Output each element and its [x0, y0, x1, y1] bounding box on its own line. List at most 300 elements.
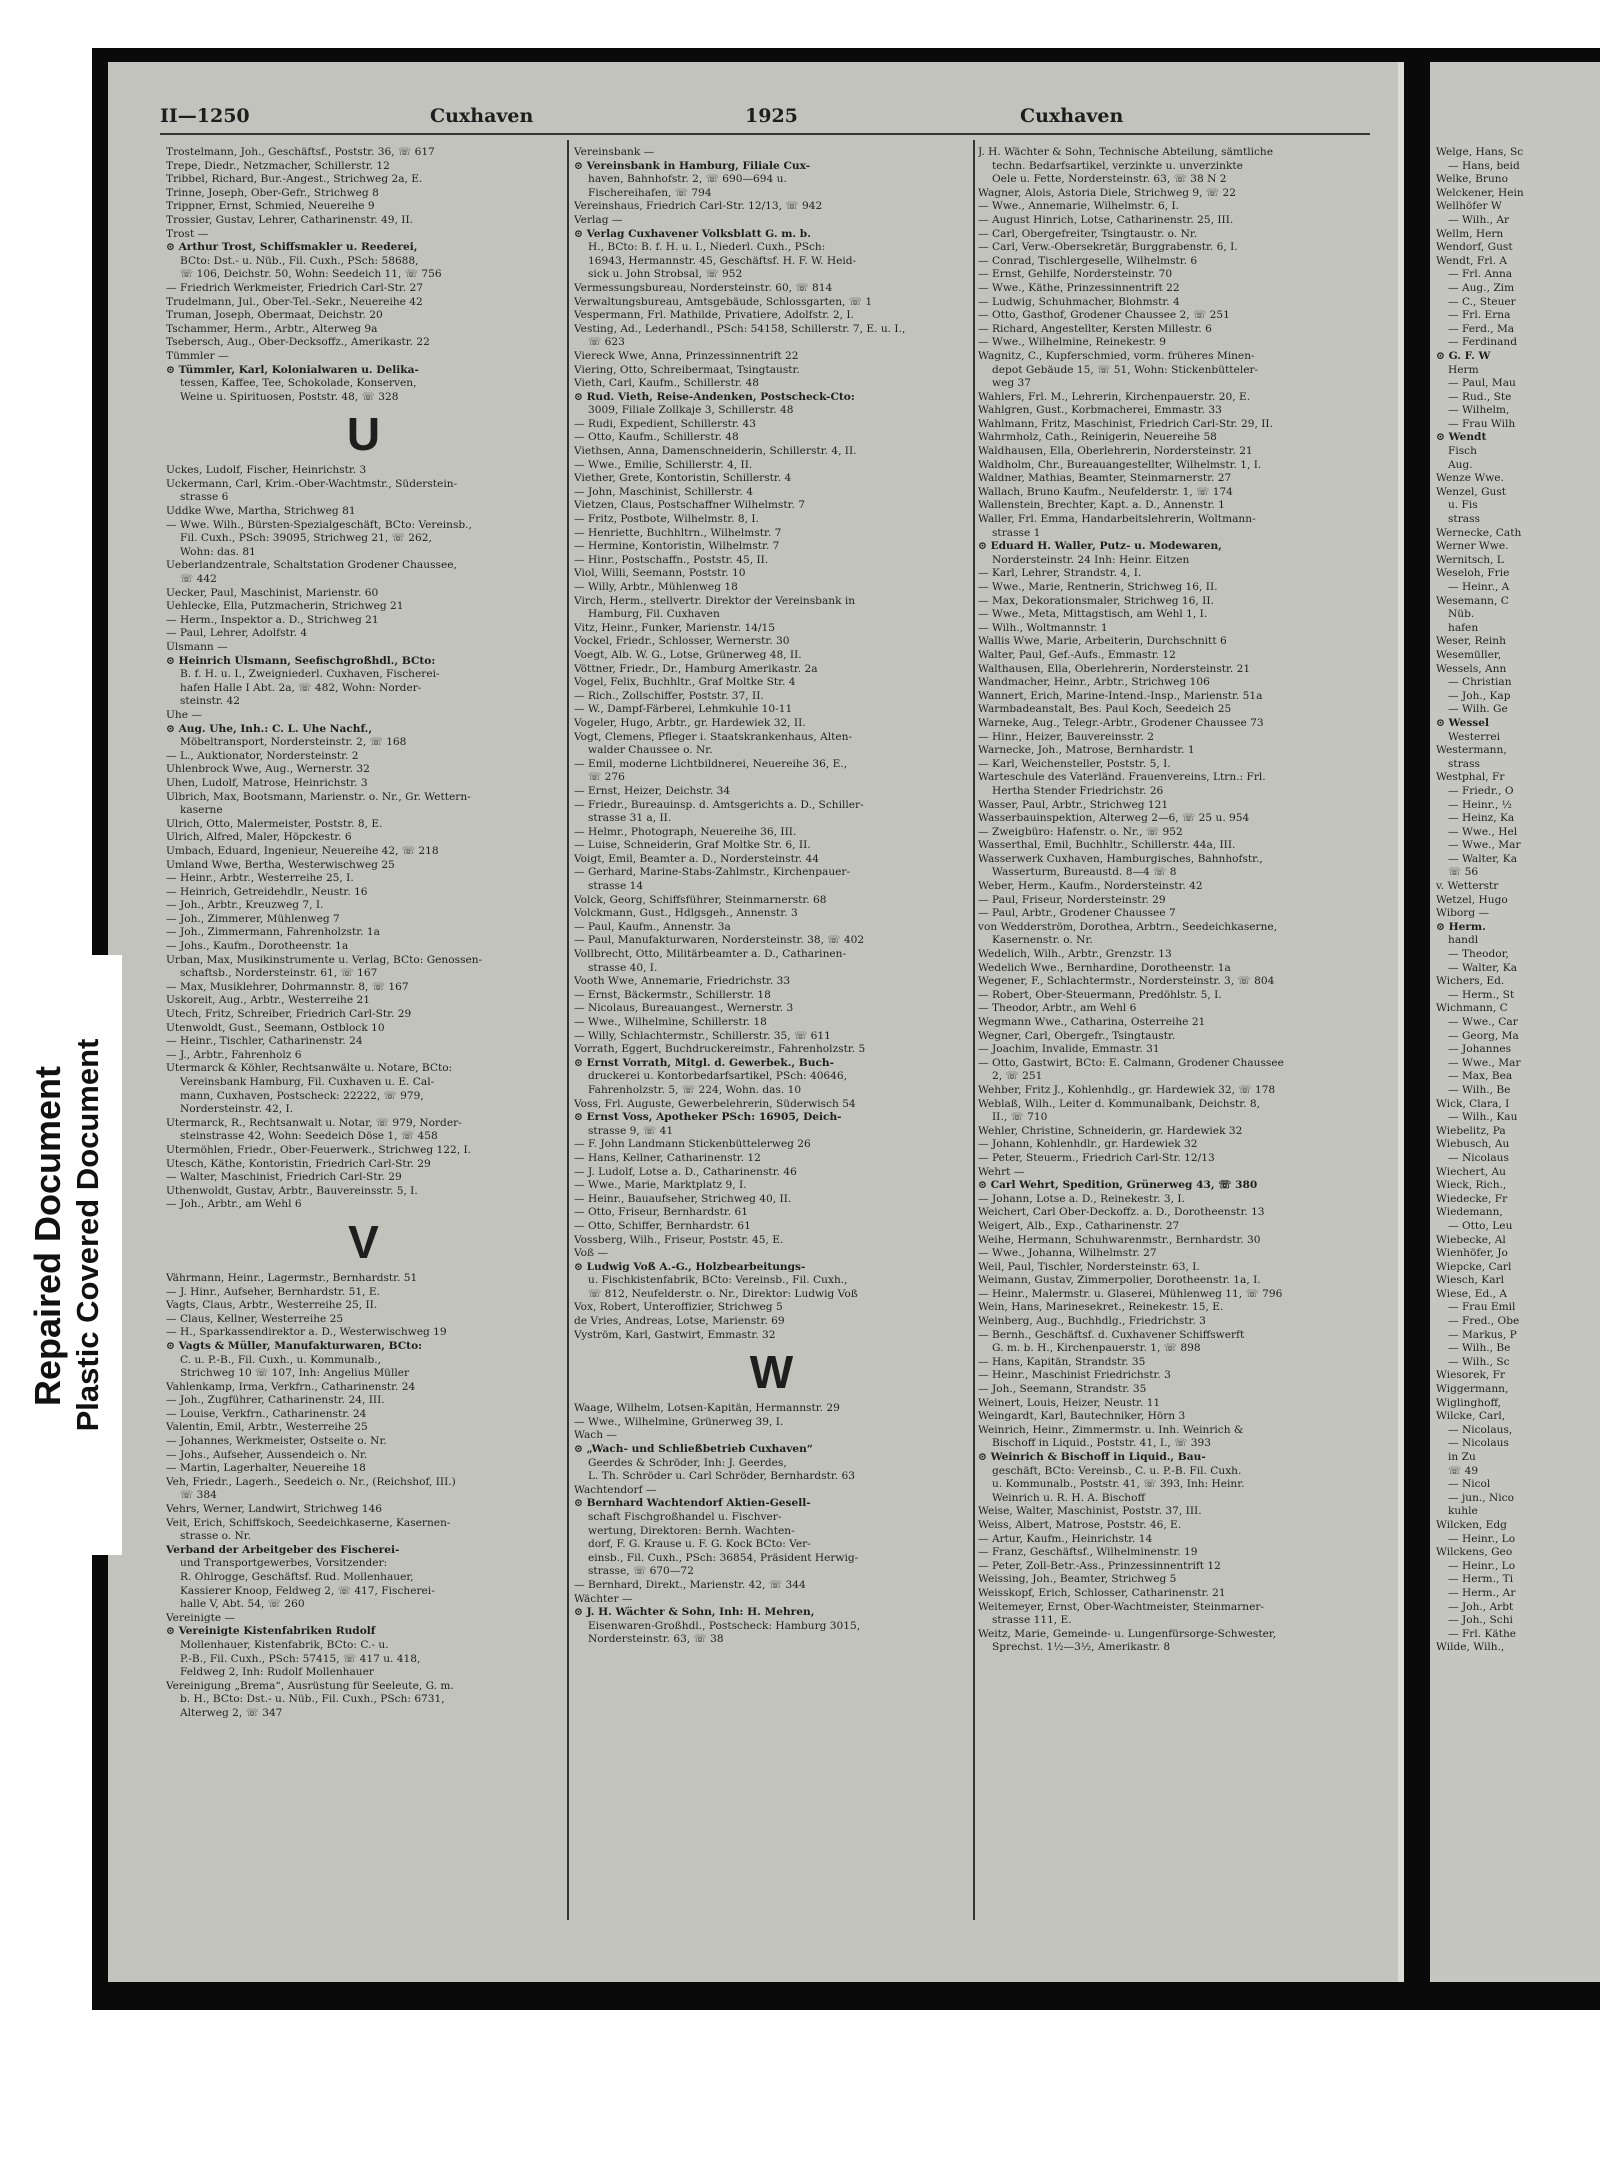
entry-continuation: Wasserturm, Bureaustd. 8—4 ☏ 8 [992, 866, 1177, 879]
directory-entry: — Heinr., Malermstr. u. Glaserei, Mühlenweg 11, ☏ 796 [978, 1287, 1283, 1300]
entry-continuation: — Nicolaus [1448, 1151, 1509, 1164]
directory-entry: Umbach, Eduard, Ingenieur, Neuereihe 42, ☏ 218 [166, 844, 439, 857]
directory-entry: Vogt, Clemens, Pfleger i. Staatskrankenhaus, Alten- [574, 730, 853, 743]
entry-continuation: — Wwe., Mar [1448, 839, 1521, 852]
entry-continuation: — Christian [1448, 676, 1512, 689]
directory-entry: Waldner, Mathias, Beamter, Steinmarnerstr. 27 [978, 472, 1232, 485]
column-2 [574, 146, 969, 1647]
directory-entry: Wienhöfer, Jo [1436, 1247, 1508, 1260]
directory-entry: — Ernst, Gehilfe, Nordersteinstr. 70 [978, 268, 1173, 281]
entry-continuation: — Heinr., ½ [1448, 798, 1512, 811]
entry-continuation: Nordersteinstr. 42, I. [180, 1103, 294, 1116]
directory-entry: — Otto, Gasthof, Grodener Chaussee 2, ☏ 251 [978, 309, 1230, 322]
directory-entry: Wehrt — [978, 1165, 1025, 1178]
entry-continuation: — Georg, Ma [1448, 1029, 1519, 1042]
directory-entry: Wetzel, Hugo [1436, 893, 1508, 906]
directory-entry: — Carl, Verw.-Obersekretär, Burggrabenstr. 6, I. [978, 241, 1238, 254]
directory-entry: Utenwoldt, Gust., Seemann, Ostblock 10 [166, 1021, 385, 1034]
directory-entry: ⊙ Carl Wehrt, Spedition, Grünerweg 43, ☏ 380 [978, 1179, 1258, 1192]
directory-entry: Warteschule des Vaterländ. Frauenvereins, Ltrn.: Frl. [978, 771, 1266, 784]
entry-continuation: Westerrei [1448, 730, 1501, 743]
directory-entry: Wiepcke, Carl [1436, 1260, 1512, 1273]
entry-continuation: u. Fischkistenfabrik, BCto: Vereinsb., Fil. Cuxh., [588, 1274, 848, 1287]
directory-entry: Trepe, Diedr., Netzmacher, Schillerstr. 12 [166, 159, 390, 172]
entry-continuation: steinstrasse 42, Wohn: Seedeich Döse 1, ☏ 458 [180, 1130, 438, 1143]
directory-entry: de Vries, Andreas, Lotse, Marienstr. 69 [574, 1315, 785, 1328]
entry-continuation: Oele u. Fette, Nordersteinstr. 63, ☏ 38 N 2 [992, 173, 1227, 186]
directory-entry: Weitemeyer, Ernst, Ober-Wachtmeister, Steinmarner- [978, 1600, 1265, 1613]
entry-continuation: dorf, F. G. Krause u. F. G. Kock BCto: Ver- [588, 1538, 811, 1551]
directory-entry: Weblaß, Wilh., Leiter d. Kommunalbank, Deichstr. 8, [978, 1097, 1261, 1110]
directory-entry: — Paul, Friseur, Nordersteinstr. 29 [978, 893, 1166, 906]
directory-entry: Welke, Bruno [1436, 173, 1508, 186]
directory-entry: — Otto, Schiffer, Bernhardstr. 61 [574, 1219, 751, 1232]
entry-continuation: — Frl. Erna [1448, 309, 1511, 322]
directory-entry: Weinert, Louis, Heizer, Neustr. 11 [978, 1396, 1161, 1409]
directory-entry: Utermöhlen, Friedr., Ober-Feuerwerk., Strichweg 122, I. [166, 1143, 472, 1156]
directory-entry: Wahrmholz, Cath., Reinigerin, Neuereihe 58 [978, 431, 1217, 444]
entry-continuation: b. H., BCto: Dst.- u. Nüb., Fil. Cuxh., PSch: 6731, [180, 1693, 445, 1706]
directory-entry: ⊙ „Wach- und Schließbetrieb Cuxhaven“ [574, 1443, 813, 1456]
directory-entry: — Paul, Arbtr., Grodener Chaussee 7 [978, 907, 1176, 920]
entry-continuation: — Heinr., A [1448, 581, 1510, 593]
directory-entry: — Heinr., Arbtr., Westerreihe 25, I. [166, 872, 354, 885]
entry-continuation: steinstr. 42 [180, 695, 240, 708]
directory-entry: — Hinr., Postschaffn., Poststr. 45, II. [574, 553, 769, 566]
directory-entry: — Emil, moderne Lichtbildnerei, Neuereihe 36, E., [574, 757, 848, 770]
entry-continuation: — Ferd., Ma [1448, 322, 1515, 335]
directory-entry: — Peter, Zoll-Betr.-Ass., Prinzessinnentrift 12 [978, 1559, 1221, 1572]
column-divider [567, 140, 569, 1920]
entry-continuation: — Frl. Anna [1448, 268, 1513, 281]
directory-entry: ⊙ J. H. Wächter & Sohn, Inh: H. Mehren, [574, 1606, 815, 1619]
directory-entry: ⊙ Bernhard Wachtendorf Aktien-Gesell- [574, 1497, 811, 1510]
directory-entry: — Willy, Schlachtermstr., Schillerstr. 35, ☏ 611 [574, 1029, 831, 1042]
entry-continuation: — Markus, P [1448, 1328, 1517, 1341]
entry-continuation: — jun., Nico [1448, 1491, 1514, 1504]
directory-entry: ⊙ Vereinsbank in Hamburg, Filiale Cux- [574, 159, 811, 172]
directory-entry: — Ludwig, Schuhmacher, Blohmstr. 4 [978, 295, 1180, 308]
directory-entry: — Johs., Kaufm., Dorotheenstr. 1a [166, 940, 349, 953]
directory-entry: — Hinr., Heizer, Bauvereinsstr. 2 [978, 730, 1155, 743]
directory-entry: Uckermann, Carl, Krim.-Ober-Wachtmstr., Süderstein- [166, 477, 458, 490]
directory-entry: — Heinr., Bauaufseher, Strichweg 40, II. [574, 1192, 792, 1205]
directory-entry: Weiss, Albert, Matrose, Poststr. 46, E. [978, 1518, 1182, 1531]
entry-continuation: Nüb. [1448, 608, 1475, 621]
directory-entry: Wiebelitz, Pa [1436, 1124, 1506, 1137]
directory-entry: Wilde, Wilh., [1436, 1641, 1505, 1654]
directory-entry: — Joh., Zimmermann, Fahrenholzstr. 1a [166, 926, 380, 939]
directory-entry: Wegner, Carl, Obergefr., Tsingtaustr. [978, 1029, 1176, 1042]
directory-entry: — Walter, Maschinist, Friedrich Carl-Str. 29 [166, 1171, 402, 1184]
directory-entry: — Wwe., Wilhelmine, Reinekestr. 9 [978, 336, 1166, 349]
directory-entry: ⊙ G. F. W [1436, 349, 1491, 362]
directory-entry: — Fritz, Postbote, Wilhelmstr. 8, I. [574, 513, 759, 526]
directory-entry: Wernecke, Cath [1436, 526, 1522, 539]
entry-continuation: — Herm., Ar [1448, 1586, 1516, 1599]
entry-continuation: handl [1448, 934, 1479, 947]
entry-continuation: haven, Bahnhofstr. 2, ☏ 690—694 u. [588, 173, 787, 186]
directory-entry: — Conrad, Tischlergeselle, Wilhelmstr. 6 [978, 254, 1198, 267]
directory-entry: Veit, Erich, Schiffskoch, Seedeichkaserne, Kasernen- [166, 1516, 451, 1529]
directory-entry: Wilcken, Edg [1436, 1518, 1507, 1531]
directory-entry: Virch, Herm., stellvertr. Direktor der Vereinsbank in [574, 594, 856, 607]
directory-entry: Wasserbauinspektion, Alterweg 2—6, ☏ 25 u. 954 [978, 812, 1250, 825]
directory-entry: — Rudi, Expedient, Schillerstr. 43 [574, 417, 756, 430]
directory-entry: — Nicolaus, Bureauangest., Wernerstr. 3 [574, 1002, 794, 1015]
directory-entry: Vorrath, Eggert, Buchdruckereimstr., Fahrenholzstr. 5 [574, 1043, 866, 1056]
entry-continuation: Hamburg, Fil. Cuxhaven [588, 608, 720, 621]
header-place-left: Cuxhaven [430, 105, 534, 127]
directory-entry: Westphal, Fr [1436, 771, 1505, 784]
entry-continuation: Fahrenholzstr. 5, ☏ 224, Wohn. das. 10 [588, 1083, 802, 1096]
directory-entry: Warnecke, Joh., Matrose, Bernhardstr. 1 [978, 744, 1195, 757]
directory-entry: Weseloh, Frie [1436, 567, 1510, 580]
entry-continuation: — Hans, beid [1448, 159, 1520, 172]
entry-continuation: weg 37 [992, 377, 1031, 390]
entry-continuation: Fil. Cuxh., PSch: 39095, Strichweg 21, ☏ 262, [180, 532, 432, 545]
directory-entry: — Louise, Verkfrn., Catharinenstr. 24 [166, 1407, 367, 1420]
directory-entry: Vahlenkamp, Irma, Verkfrn., Catharinenstr. 24 [166, 1380, 416, 1393]
directory-entry: Vieth, Carl, Kaufm., Schillerstr. 48 [574, 377, 759, 390]
entry-continuation: — Max, Bea [1448, 1070, 1513, 1083]
entry-continuation: ☏ 623 [588, 336, 625, 349]
entry-continuation: ☏ 106, Deichstr. 50, Wohn: Seedeich 11, ☏ 756 [180, 268, 442, 281]
entry-continuation: G. m. b. H., Kirchenpauerstr. 1, ☏ 898 [992, 1342, 1201, 1355]
directory-entry: Uskoreit, Aug., Arbtr., Westerreihe 21 [166, 994, 370, 1007]
entry-continuation: Herm [1448, 363, 1479, 376]
directory-entry: — Robert, Ober-Steuermann, Predöhlstr. 5, I. [978, 988, 1222, 1001]
entry-continuation: kuhle [1448, 1505, 1478, 1518]
entry-continuation: Nordersteinstr. 63, ☏ 38 [588, 1633, 724, 1646]
directory-entry: Wiesch, Karl [1436, 1274, 1504, 1287]
directory-entry: — Friedrich Werkmeister, Friedrich Carl-Str. 27 [166, 281, 423, 294]
directory-entry: Welckener, Hein [1436, 186, 1524, 199]
entry-continuation: techn. Bedarfsartikel, verzinkte u. unverzinkte [992, 159, 1243, 172]
directory-entry: Wagner, Alois, Astoria Diele, Strichweg 9, ☏ 22 [978, 186, 1236, 199]
entry-continuation: ☏ 812, Neufelderstr. o. Nr., Direktor: Ludwig Voß [588, 1287, 858, 1300]
directory-entry: Wächter — [574, 1592, 633, 1605]
directory-entry: ⊙ Weinrich & Bischoff in Liquid., Bau- [978, 1451, 1206, 1463]
column-1 [166, 146, 561, 1721]
directory-entry: Waller, Frl. Emma, Handarbeitslehrerin, Woltmann- [978, 513, 1256, 526]
entry-continuation: — Rud., Ste [1448, 390, 1512, 403]
directory-entry: Wendorf, Gust [1436, 241, 1513, 254]
entry-continuation: strasse, ☏ 670—72 [588, 1565, 694, 1578]
directory-entry: — Wwe., Käthe, Prinzessinnentrift 22 [978, 281, 1180, 294]
directory-entry: Warneke, Aug., Telegr.-Arbtr., Grodener Chaussee 73 [978, 716, 1264, 729]
directory-entry: Trossier, Gustav, Lehrer, Catharinenstr. 49, II. [166, 213, 413, 226]
directory-entry: Utech, Fritz, Schreiber, Friedrich Carl-Str. 29 [166, 1008, 412, 1021]
directory-entry: Wick, Clara, I [1436, 1097, 1510, 1110]
directory-entry: Wasserthal, Emil, Buchhltr., Schillerstr. 44a, III. [978, 839, 1236, 852]
directory-entry: — Joh., Arbtr., am Wehl 6 [166, 1198, 302, 1211]
directory-entry: Wenzel, Gust [1436, 485, 1507, 498]
directory-entry: Wein, Hans, Marinesekret., Reinekestr. 15, E. [978, 1301, 1224, 1314]
directory-entry: Wiggermann, [1436, 1383, 1509, 1396]
entry-continuation: strasse 1 [992, 526, 1041, 539]
directory-entry: — Joh., Zimmerer, Mühlenweg 7 [166, 912, 340, 925]
entry-continuation: Sprechst. 1½—3½, Amerikastr. 8 [992, 1641, 1171, 1654]
directory-entry: Tschammer, Herm., Arbtr., Alterweg 9a [166, 322, 378, 335]
directory-entry: Truman, Joseph, Obermaat, Deichstr. 20 [166, 309, 383, 322]
entry-continuation: — Herm., St [1448, 988, 1515, 1001]
directory-entry: Wannert, Erich, Marine-Intend.-Insp., Marienstr. 51a [978, 689, 1263, 702]
directory-entry: Wedelich Wwe., Bernhardine, Dorotheenstr. 1a [978, 961, 1231, 974]
directory-entry: Vespermann, Frl. Mathilde, Privatiere, Adolfstr. 2, I. [574, 309, 854, 322]
right-page-column [1436, 146, 1596, 1655]
entry-continuation: L. Th. Schröder u. Carl Schröder, Bernhardstr. 63 [588, 1470, 856, 1483]
directory-entry: Wendt, Frl. A [1436, 254, 1508, 267]
directory-entry: Vehrs, Werner, Landwirt, Strichweg 146 [166, 1503, 382, 1516]
directory-entry: — Hermine, Kontoristin, Wilhelmstr. 7 [574, 540, 780, 553]
directory-entry: Wagnitz, C., Kupferschmied, vorm. früheres Minen- [978, 349, 1255, 362]
directory-entry: Vockel, Friedr., Schlosser, Wernerstr. 30 [574, 635, 790, 648]
entry-continuation: halle V, Abt. 54, ☏ 260 [180, 1598, 305, 1611]
directory-entry: ⊙ Herm. [1436, 920, 1486, 933]
directory-entry: — August Hinrich, Lotse, Catharinenstr. 25, III. [978, 213, 1234, 226]
directory-entry: — J., Arbtr., Fahrenholz 6 [166, 1048, 302, 1061]
entry-continuation: — Joh., Arbt [1448, 1600, 1514, 1613]
entry-continuation: strasse o. Nr. [180, 1530, 252, 1543]
section-letter: V [348, 1215, 379, 1268]
entry-continuation: — Heinr., Lo [1448, 1559, 1516, 1572]
entry-continuation: C. u. P.-B., Fil. Cuxh., u. Kommunalb., [180, 1353, 382, 1366]
entry-continuation: ☏ 56 [1448, 866, 1479, 879]
directory-entry: Warmbadeanstalt, Bes. Paul Koch, Seedeich 25 [978, 703, 1232, 716]
section-letter: U [346, 408, 381, 461]
entry-continuation: — Heinz, Ka [1448, 812, 1515, 825]
directory-entry: — Franz, Geschäftsf., Wilhelminenstr. 19 [978, 1546, 1198, 1559]
entry-continuation: — Walter, Ka [1448, 852, 1518, 865]
entry-continuation: — Nicolaus [1448, 1437, 1509, 1450]
entry-continuation: 3009, Filiale Zollkaje 3, Schillerstr. 48 [588, 404, 794, 417]
directory-entry: ⊙ Rud. Vieth, Reise-Andenken, Postscheck-Cto: [574, 390, 855, 403]
entry-continuation: — Heinr., Lo [1448, 1532, 1516, 1545]
directory-entry: — Willy, Arbtr., Mühlenweg 18 [574, 581, 738, 593]
directory-entry: Vereinigte — [166, 1611, 236, 1624]
side-label-repaired: Repaired Document [27, 1065, 68, 1407]
entry-continuation: und Transportgewerbes, Vorsitzender: [180, 1557, 388, 1570]
directory-entry: — Gerhard, Marine-Stabs-Zahlmstr., Kirchenpauer- [574, 866, 851, 879]
directory-entry: — Heinrich, Getreidehdlr., Neustr. 16 [166, 885, 368, 898]
directory-entry: — Otto, Friseur, Bernhardstr. 61 [574, 1206, 748, 1219]
directory-entry: — J. Hinr., Aufseher, Bernhardstr. 51, E. [166, 1285, 380, 1298]
entry-continuation: — Frl. Käthe [1448, 1627, 1517, 1640]
directory-entry: Valentin, Emil, Arbtr., Westerreihe 25 [166, 1421, 368, 1434]
directory-entry: — Peter, Steuerm., Friedrich Carl-Str. 12/13 [978, 1151, 1215, 1164]
directory-entry: Walter, Paul, Gef.-Aufs., Emmastr. 12 [978, 648, 1176, 661]
directory-entry: Voegt, Alb. W. G., Lotse, Grünerweg 48, II. [574, 648, 802, 661]
entry-continuation: — Wilh., Be [1448, 1083, 1511, 1096]
directory-entry: Wenze Wwe. [1436, 472, 1504, 485]
directory-entry: — J. Ludolf, Lotse a. D., Catharinenstr. 46 [574, 1165, 797, 1178]
side-label-plastic: Plastic Covered Document [70, 1038, 105, 1432]
directory-entry: Wilcke, Carl, [1436, 1410, 1506, 1423]
directory-entry: ⊙ Ernst Vorrath, Mitgl. d. Gewerbek., Buch- [574, 1056, 835, 1069]
entry-continuation: B. f. H. u. I., Zweigniederl. Cuxhaven, Fischerei- [180, 668, 440, 681]
directory-entry: Tümmler — [166, 349, 229, 362]
entry-continuation: u. Fis [1448, 499, 1478, 512]
directory-entry: — Karl, Weichensteller, Poststr. 5, I. [978, 757, 1171, 770]
directory-entry: — Johann, Lotse a. D., Reinekestr. 3, I. [978, 1192, 1185, 1205]
entry-continuation: — Friedr., O [1448, 784, 1514, 797]
directory-entry: — Heinr., Tischler, Catharinenstr. 24 [166, 1035, 363, 1048]
directory-entry: Wernitsch, L [1436, 553, 1504, 566]
directory-entry: Wallis Wwe, Marie, Arbeiterin, Durchschnitt 6 [978, 635, 1227, 648]
directory-entry: Vollbrecht, Otto, Militärbeamter a. D., Catharinen- [574, 948, 847, 961]
entry-continuation: schaftsb., Nordersteinstr. 61, ☏ 167 [180, 967, 378, 980]
directory-entry: Waldhausen, Ella, Oberlehrerin, Nordersteinstr. 21 [978, 445, 1253, 458]
entry-continuation: — Theodor, [1448, 948, 1509, 961]
directory-entry: — Paul, Lehrer, Adolfstr. 4 [166, 627, 308, 640]
directory-entry: Uddke Wwe, Martha, Strichweg 81 [166, 505, 356, 518]
directory-entry: Westermann, [1436, 744, 1507, 757]
directory-entry: — W., Dampf-Färberei, Lehmkuhle 10-11 [574, 703, 793, 716]
directory-entry: Utermarck, R., Rechtsanwalt u. Notar, ☏ 979, Norder- [166, 1116, 462, 1129]
directory-entry: — Johannes, Werkmeister, Ostseite o. Nr. [166, 1435, 387, 1448]
directory-entry: Weimann, Gustav, Zimmerpolier, Dorotheenstr. 1a, I. [978, 1274, 1261, 1287]
entry-continuation: schaft Fischgroßhandel u. Fischver- [588, 1511, 782, 1523]
entry-continuation: — C., Steuer [1448, 295, 1516, 308]
entry-continuation: hafen Halle I Abt. 2a, ☏ 482, Wohn: Norder- [180, 681, 422, 694]
entry-continuation: — Wwe., Hel [1448, 825, 1518, 838]
directory-entry: Vyström, Karl, Gastwirt, Emmastr. 32 [574, 1328, 776, 1341]
directory-entry: J. H. Wächter & Sohn, Technische Abteilung, sämtliche [978, 146, 1274, 158]
directory-entry: — Richard, Angestellter, Kersten Millestr. 6 [978, 322, 1212, 335]
directory-entry: Verwaltungsbureau, Amtsgebäude, Schlossgarten, ☏ 1 [574, 295, 873, 308]
directory-entry: Weisskopf, Erich, Schlosser, Catharinenstr. 21 [978, 1586, 1226, 1599]
entry-continuation: — Frau Emil [1448, 1301, 1516, 1314]
entry-continuation: Wohn: das. 81 [180, 545, 256, 558]
directory-entry: Vährmann, Heinr., Lagermstr., Bernhardstr. 51 [166, 1271, 418, 1284]
header-year: 1925 [745, 105, 798, 127]
directory-entry: Umland Wwe, Bertha, Westerwischweg 25 [166, 858, 395, 871]
directory-entry: Wiedecke, Fr [1436, 1192, 1508, 1205]
directory-entry: — Max, Musiklehrer, Dohrmannstr. 8, ☏ 167 [166, 980, 409, 993]
directory-entry: v. Wetterstr [1436, 880, 1499, 893]
directory-entry: — Wwe., Wilhelmine, Grünerweg 39, I. [574, 1415, 784, 1428]
directory-entry: Vesting, Ad., Lederhandl., PSch: 54158, Schillerstr. 7, E. u. I., [574, 322, 906, 335]
entry-continuation: Kasernenstr. o. Nr. [992, 934, 1093, 947]
entry-continuation: Nordersteinstr. 24 Inh: Heinr. Eitzen [992, 553, 1190, 566]
entry-continuation: — Nicolaus, [1448, 1423, 1513, 1436]
directory-entry: — Luise, Schneiderin, Graf Moltke Str. 6, II. [574, 839, 811, 852]
entry-continuation: strasse 31 a, II. [588, 812, 672, 825]
entry-continuation: Eisenwaren-Großhdl., Postscheck: Hamburg 3015, [588, 1619, 861, 1632]
entry-continuation: — Walter, Ka [1448, 961, 1518, 974]
directory-entry: — Martin, Lagerhalter, Neuereihe 18 [166, 1462, 366, 1475]
entry-continuation: in Zu [1448, 1451, 1476, 1463]
entry-continuation: — Wilh., Kau [1448, 1111, 1518, 1124]
entry-continuation: 2, ☏ 251 [992, 1070, 1043, 1083]
entry-continuation: — Otto, Leu [1448, 1219, 1513, 1232]
directory-entry: Voigt, Emil, Beamter a. D., Nordersteinstr. 44 [574, 852, 819, 865]
section-letter: W [749, 1346, 794, 1399]
directory-entry: — Bernhard, Direkt., Marienstr. 42, ☏ 344 [574, 1578, 806, 1591]
directory-entry: Wahlmann, Fritz, Maschinist, Friedrich Carl-Str. 29, II. [978, 417, 1273, 430]
entry-continuation: Weine u. Spirituosen, Poststr. 48, ☏ 328 [180, 390, 399, 403]
entry-continuation: H., BCto: B. f. H. u. I., Niederl. Cuxh., PSch: [588, 241, 826, 254]
directory-entry: Wallach, Bruno Kaufm., Neufelderstr. 1, ☏ 174 [978, 485, 1233, 498]
directory-entry: — Bernh., Geschäftsf. d. Cuxhavener Schiffswerft [978, 1328, 1245, 1341]
directory-entry: Wahlgren, Gust., Korbmacherei, Emmastr. 33 [978, 404, 1222, 417]
directory-entry: — Hans, Kellner, Catharinenstr. 12 [574, 1151, 761, 1164]
directory-entry: Waage, Wilhelm, Lotsen-Kapitän, Hermannstr. 29 [574, 1402, 840, 1415]
entry-continuation: strasse 14 [588, 880, 644, 893]
directory-entry: Wasser, Paul, Arbtr., Strichweg 121 [978, 798, 1169, 811]
directory-entry: ⊙ Wendt [1436, 431, 1487, 444]
directory-entry: — Ernst, Heizer, Deichstr. 34 [574, 784, 731, 797]
directory-entry: Tribbel, Richard, Bur.-Angest., Strichweg 2a, E. [166, 173, 423, 186]
directory-entry: Wegener, F., Schlachtermstr., Nordersteinstr. 3, ☏ 804 [978, 975, 1275, 988]
directory-entry: Utesch, Käthe, Kontoristin, Friedrich Carl-Str. 29 [166, 1157, 431, 1170]
directory-entry: Wedelich, Wilh., Arbtr., Grenzstr. 13 [978, 948, 1172, 961]
directory-entry: Tsebersch, Aug., Ober-Decksoffz., Amerikastr. 22 [166, 336, 430, 349]
directory-entry: ⊙ Arthur Trost, Schiffsmakler u. Reederei, [166, 241, 418, 254]
directory-entry: Ülsmann — [166, 641, 228, 653]
directory-entry: Vermessungsbureau, Nordersteinstr. 60, ☏ 814 [574, 281, 833, 294]
entry-continuation: Alterweg 2, ☏ 347 [180, 1706, 283, 1719]
directory-entry: — Claus, Kellner, Westerreihe 25 [166, 1312, 344, 1325]
entry-continuation: II., ☏ 710 [992, 1111, 1048, 1124]
directory-entry: Viether, Grete, Kontoristin, Schillerstr. 4 [574, 472, 792, 485]
directory-entry: Ulbrich, Max, Bootsmann, Marienstr. o. Nr., Gr. Wettern- [166, 790, 471, 803]
directory-entry: ⊙ Heinrich Ülsmann, Seefischgroßhdl., BCto: [166, 654, 436, 667]
directory-entry: Wellhöfer W [1436, 200, 1502, 213]
directory-entry: Trudelmann, Jul., Ober-Tel.-Sekr., Neuereihe 42 [166, 295, 423, 308]
directory-entry: Wachtendorf — [574, 1483, 657, 1496]
directory-entry: — Johann, Kohlenhdlr., gr. Hardewiek 32 [978, 1138, 1198, 1151]
entry-continuation: BCto: Dst.- u. Nüb., Fil. Cuxh., PSch: 58688, [180, 254, 419, 267]
entry-continuation: einsb., Fil. Cuxh., PSch: 36854, Präsident Herwig- [588, 1551, 859, 1564]
directory-entry: — Max, Dekorationsmaler, Strichweg 16, II. [978, 594, 1214, 607]
directory-entry: — Paul, Manufakturwaren, Nordersteinstr. 38, ☏ 402 [574, 934, 865, 947]
entry-continuation: Möbeltransport, Nordersteinstr. 2, ☏ 168 [180, 736, 407, 749]
directory-entry: ⊙ Aug. Uhe, Inh.: C. L. Uhe Nachf., [166, 722, 373, 735]
directory-entry: Weser, Reinh [1436, 635, 1506, 648]
directory-entry: Veh, Friedr., Lagerh., Seedeich o. Nr., (Reichshof, III.) [166, 1475, 456, 1488]
directory-entry: Wesemüller, [1436, 648, 1502, 661]
directory-entry: Walthausen, Ella, Oberlehrerin, Nordersteinstr. 21 [978, 662, 1251, 675]
entry-continuation: Weinrich u. R. H. A. Bischoff [992, 1491, 1145, 1504]
directory-entry: Weissing, Joh., Beamter, Strichweg 5 [978, 1573, 1177, 1586]
entry-continuation: — Paul, Mau [1448, 377, 1516, 390]
directory-entry: Weichert, Carl Ober-Deckoffz. a. D., Dorotheenstr. 13 [978, 1206, 1265, 1219]
entry-continuation: P.-B., Fil. Cuxh., PSch: 57415, ☏ 417 u. 418, [180, 1652, 421, 1665]
entry-continuation: R. Ohlrogge, Geschäftsf. Rud. Mollenhauer, [180, 1571, 414, 1583]
directory-entry: — Friedr., Bureauinsp. d. Amtsgerichts a. D., Schiller- [574, 798, 864, 811]
entry-continuation: strasse 9, ☏ 41 [588, 1124, 674, 1137]
directory-entry: — Wwe. Wilh., Bürsten-Spezialgeschäft, BCto: Vereinsb., [166, 518, 472, 531]
entry-continuation: — Johannes [1448, 1043, 1512, 1056]
directory-entry: Verlag — [574, 213, 623, 226]
directory-entry: Uhe — [166, 708, 202, 721]
page-number: II—1250 [160, 105, 250, 127]
directory-entry: Wiechert, Au [1436, 1165, 1506, 1178]
entry-continuation: ☏ 384 [180, 1489, 217, 1502]
directory-entry: — Wwe., Meta, Mittagstisch, am Wehl 1, I. [978, 608, 1208, 621]
directory-entry: Weinberg, Aug., Buchhdlg., Friedrichstr. 3 [978, 1315, 1206, 1328]
entry-continuation: strasse 111, E. [992, 1614, 1072, 1627]
directory-entry: — Ernst, Bäckermstr., Schillerstr. 18 [574, 988, 771, 1001]
directory-entry: Trinne, Joseph, Ober-Gefr., Strichweg 8 [166, 186, 379, 199]
header-place-right: Cuxhaven [1020, 105, 1124, 127]
directory-entry: ⊙ Vereinigte Kistenfabriken Rudolf [166, 1625, 376, 1638]
entry-continuation: — Joh., Kap [1448, 689, 1511, 702]
entry-continuation: — Wilh., Be [1448, 1342, 1511, 1355]
entry-continuation: Kassierer Knoop, Feldweg 2, ☏ 417, Fischerei- [180, 1584, 435, 1597]
